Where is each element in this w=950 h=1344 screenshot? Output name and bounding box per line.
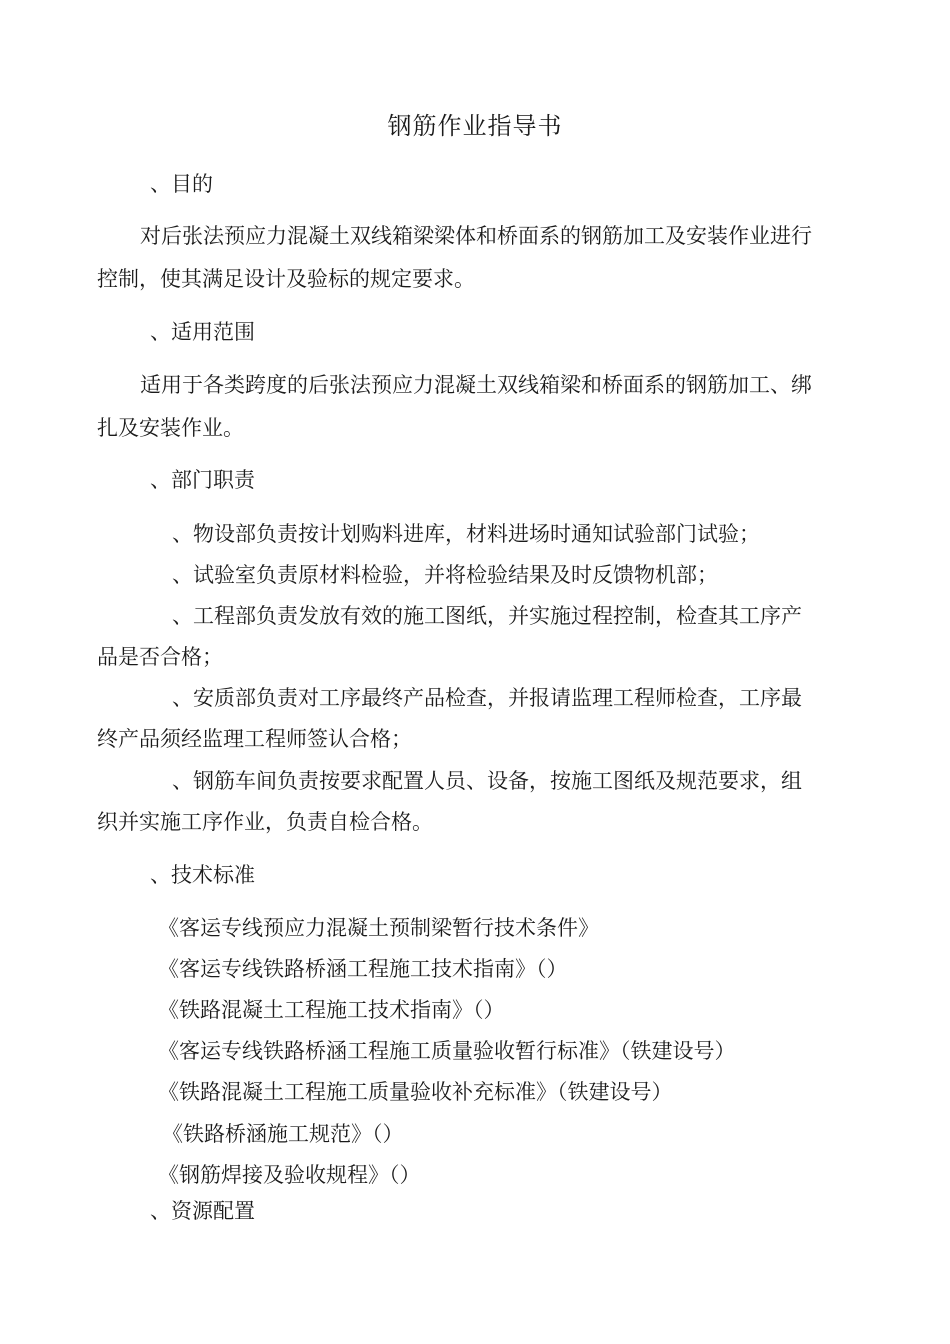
duty-item-1: 、物设部负责按计划购料进库，材料进场时通知试验部门试验； — [172, 522, 760, 546]
section-heading-duties: 、部门职责 — [150, 468, 255, 492]
page-title: 钢筋作业指导书 — [387, 112, 563, 140]
duty-item-3-line-1: 、工程部负责发放有效的施工图纸，并实施过程控制，检查其工序产 — [172, 604, 802, 628]
scope-paragraph-line-2: 扎及安装作业。 — [97, 416, 244, 440]
section-heading-standards: 、技术标准 — [150, 863, 255, 887]
standard-item: 《客运专线铁路桥涵工程施工质量验收暂行标准》（铁建设号） — [158, 1039, 736, 1063]
purpose-paragraph-line-1: 对后张法预应力混凝土双线箱梁梁体和桥面系的钢筋加工及安装作业进行 — [140, 224, 812, 248]
duty-item-5-line-2: 织并实施工序作业，负责自检合格。 — [97, 810, 433, 834]
duty-item-4-line-2: 终产品须经监理工程师签认合格； — [97, 727, 412, 751]
duty-item-5-line-1: 、钢筋车间负责按要求配置人员、设备，按施工图纸及规范要求，组 — [172, 769, 802, 793]
duty-item-4-line-1: 、安质部负责对工序最终产品检查，并报请监理工程师检查，工序最 — [172, 686, 802, 710]
standard-item: 《钢筋焊接及验收规程》（） — [158, 1163, 421, 1187]
duty-item-3-line-2: 品是否合格； — [97, 645, 223, 669]
duty-item-2: 、试验室负责原材料检验，并将检验结果及时反馈物机部； — [172, 563, 718, 587]
scope-paragraph-line-1: 适用于各类跨度的后张法预应力混凝土双线箱梁和桥面系的钢筋加工、绑 — [140, 373, 812, 397]
standard-item: 《铁路桥涵施工规范》（） — [162, 1122, 404, 1146]
section-heading-resources: 、资源配置 — [150, 1199, 255, 1223]
standard-item: 《铁路混凝土工程施工质量验收补充标准》（铁建设号） — [158, 1080, 673, 1104]
standard-item: 《客运专线铁路桥涵工程施工技术指南》（） — [158, 957, 568, 981]
standard-item: 《客运专线预应力混凝土预制梁暂行技术条件》 — [158, 916, 599, 940]
purpose-paragraph-line-2: 控制，使其满足设计及验标的规定要求。 — [97, 267, 475, 291]
standard-item: 《铁路混凝土工程施工技术指南》（） — [158, 998, 505, 1022]
section-heading-scope: 、适用范围 — [150, 320, 255, 344]
section-heading-purpose: 、目的 — [150, 172, 213, 196]
